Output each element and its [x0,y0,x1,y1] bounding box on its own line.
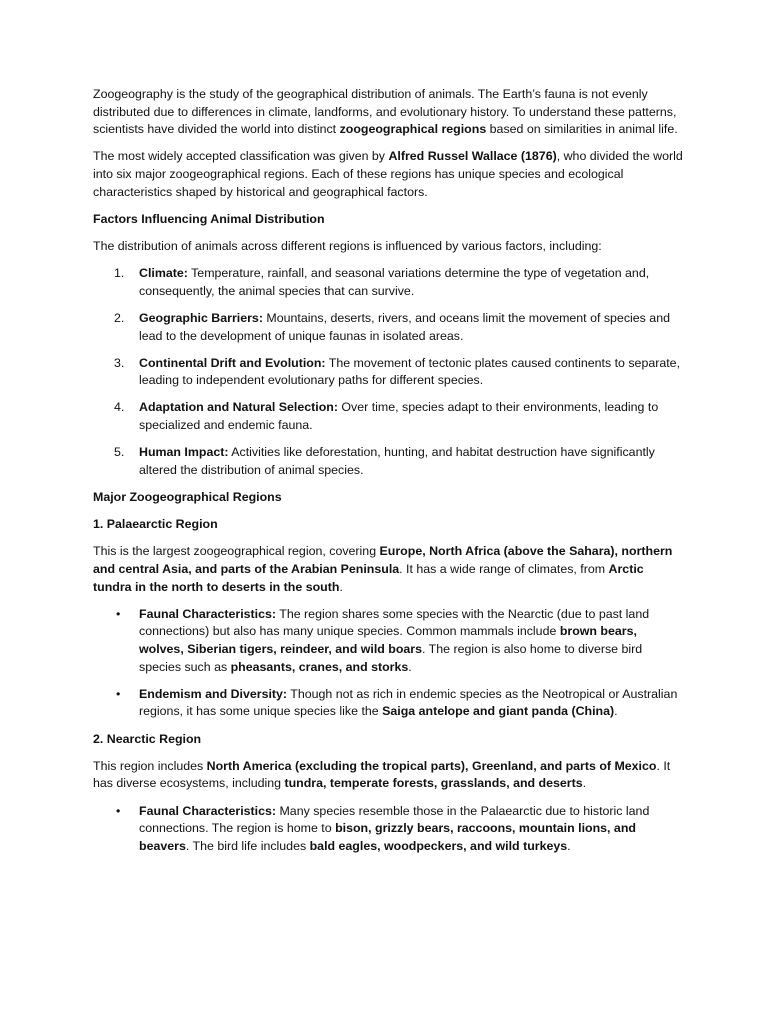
factors-heading: Factors Influencing Animal Distribution [93,211,325,226]
factors-list [93,265,683,479]
list-item: 5. Human Impact: Activities like deforestation, hunting, and habitat destruction have significantly altered the distribution of animal species. [114,445,655,477]
intro-paragraph-1: Zoogeography is the study of the geographical distribution of animals. The Earth’s fauna is not evenly distributed due to differences in climate, landforms, and evolutionary history. To understand these patterns, scientists have divided the world into distinct zoogeographical regions based on similarities in animal life. [93,87,678,137]
factors-intro: The distribution of animals across different regions is influenced by various factors, including: [93,238,602,253]
bullet-icon: • [116,606,121,621]
nearctic-heading: 2. Nearctic Region [93,731,202,746]
intro-paragraph-2: The most widely accepted classification was given by Alfred Russel Wallace (1876), who divided the world into six major zoogeographical regions. Each of these regions has unique species and ecological characteristics shaped by historical and geographical factors. [93,149,683,199]
palaearctic-bullet-list [93,606,683,721]
list-item: • Faunal Characteristics: Many species resemble those in the Palaearctic due to historic land connections. The region is home to bison, grizzly bears, raccoons, mountain lions, and beavers. The bird life includes bald eagles, woodpeckers, and wild turkeys. [116,803,650,853]
list-item: 4. Adaptation and Natural Selection: Over time, species adapt to their environments, leading to specialized and endemic fauna. [114,400,659,433]
nearctic-paragraph: This region includes North America (excluding the tropical parts), Greenland, and parts of Mexico. It has diverse ecosystems, including tundra, temperate forests, grasslands, and deserts. [93,758,671,791]
palaearctic-paragraph: This is the largest zoogeographical region, covering Europe, North Africa (above the Sahara), northern and central Asia, and parts of the Arabian Peninsula. It has a wide range of climates, from Arctic tundra in the north to deserts in the south. [93,544,673,594]
list-item: • Faunal Characteristics: The region shares some species with the Nearctic (due to past land connections) but also has many unique species. Common mammals include brown bears, wolves, Siberian tigers, reindeer, and wild boars. The region is also home to diverse bird species such as pheasants, cranes, and storks. [116,606,650,674]
document-page [93,86,683,865]
regions-heading: Major Zoogeographical Regions [93,490,282,505]
bullet-icon: • [116,803,121,818]
bullet-icon: • [116,686,121,701]
list-item: 3. Continental Drift and Evolution: The movement of tectonic plates caused continents to separate, leading to independent evolutionary paths for different species. [114,355,681,388]
list-item: 2. Geographic Barriers: Mountains, deserts, rivers, and oceans limit the movement of species and lead to the development of unique faunas in isolated areas. [114,310,670,343]
list-item: • Endemism and Diversity: Though not as rich in endemic species as the Neotropical or Australian regions, it has some unique species like the Saiga antelope and giant panda (China). [116,686,678,719]
nearctic-bullet-list [93,803,683,856]
palaearctic-heading: 1. Palaearctic Region [93,517,218,532]
list-item: 1. Climate: Temperature, rainfall, and seasonal variations determine the type of vegetation and, consequently, the animal species that can survive. [114,266,650,298]
